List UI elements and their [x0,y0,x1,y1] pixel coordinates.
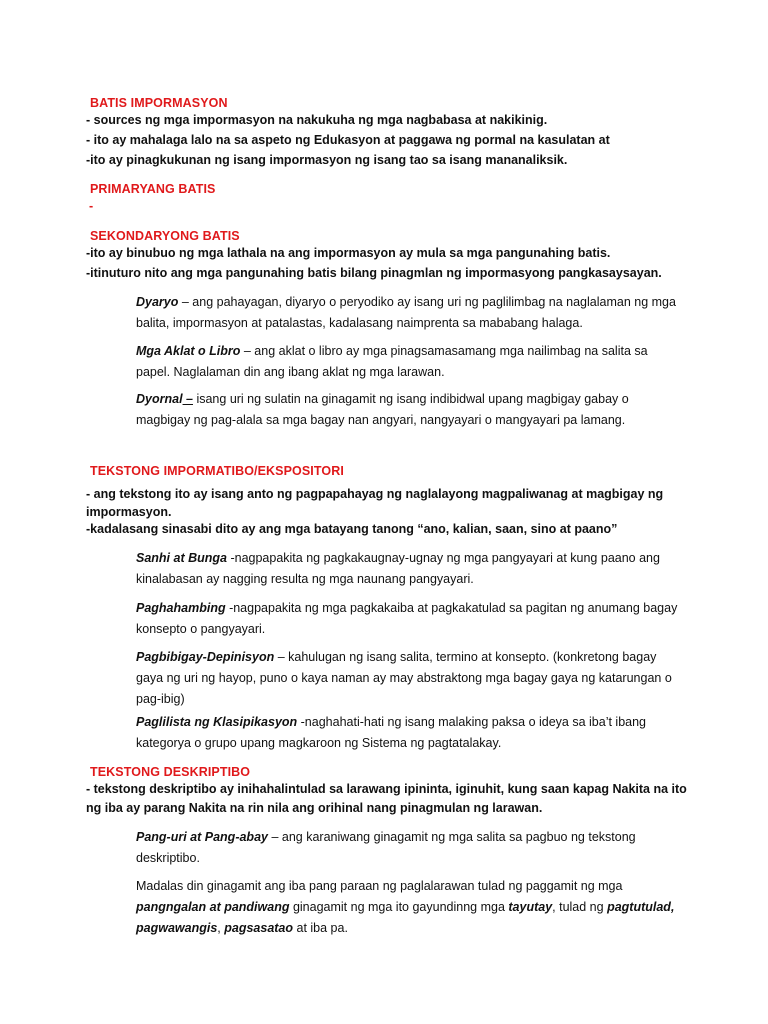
aklat-text-2: papel. Naglalaman din ang ibang aklat ng mga larawan. [136,365,445,379]
primarya-dash: - [89,199,94,213]
batis-line-2: - ito ay mahalaga lalo na sa aspeto ng Edukasyon at paggawa ng pormal na kasulatan at [86,133,610,147]
depinisyon-paragraph [136,647,676,710]
dyaryo-text-2: balita, impormasyon at patalastas, kadalasang naimprenta sa mababang halaga. [136,316,583,330]
klasipikasyon-paragraph [136,712,676,754]
term-pangngalan-at-pandiwang: pangngalan at pandiwang [136,900,290,914]
panguri-text-2: deskriptibo. [136,851,200,865]
dyaryo-paragraph [136,292,676,334]
term-aklat: Mga Aklat o Libro [136,344,241,358]
paghahambing-text-1: -nagpapakita ng mga pagkakaiba at pagkakatulad sa pagitan ng anumang bagay [225,601,678,615]
impormatibo-line-3: -kadalasang sinasabi dito ay ang mga batayang tanong “ano, kalian, saan, sino at paano” [86,522,618,536]
deskriptibo-line-1: - tekstong deskriptibo ay inihahalintulad sa larawang ipininta, iginuhit, kung saan kapag Nakita na ito [86,782,687,796]
deskriptibo-line-2: ng iba ay parang Nakita na rin nila ang orihinal nang pinagmulan ng larawan. [86,801,543,815]
dyaryo-text-1: – ang pahayagan, diyaryo o peryodiko ay isang uri ng paglilimbag na naglalaman ng mga [178,295,676,309]
heading-tekstong-impormatibo: TEKSTONG IMPORMATIBO/EKSPOSITORI [90,464,344,478]
term-sanhi-at-bunga: Sanhi at Bunga [136,551,227,565]
paghahambing-text-2: konsepto o pangyayari. [136,622,266,636]
klasipikasyon-text-2: kategorya o grupo upang magkaroon ng Sistema ng pagtatalakay. [136,736,502,750]
aklat-paragraph [136,341,676,383]
heading-sekondaryong-batis: SEKONDARYONG BATIS [90,229,240,243]
term-tayutay: tayutay [508,900,553,914]
dyornal-paragraph [136,389,676,431]
depinisyon-text-2: gaya ng uri ng hayop, puno o kaya naman ay may abstraktong mga bagay gaya ng katarungan o [136,671,672,685]
madalas-paragraph [136,876,676,939]
term-pagwawangis: pagwawangis [136,921,218,935]
term-pagtutulad: pagtutulad, [607,900,675,914]
batis-line-1: - sources ng mga impormasyon na nakukuha ng mga nagbabasa at nakikinig. [86,113,548,127]
term-paghahambing: Paghahambing [136,601,226,615]
dyornal-dash: – [182,392,193,406]
panguri-paragraph [136,827,676,869]
madalas-text-3a: , [217,921,225,935]
sanhi-text-1: -nagpapakita ng pagkakaugnay-ugnay ng mga pangyayari at kung paano ang [226,551,660,565]
term-pagbibigay-depinisyon: Pagbibigay-Depinisyon [136,650,275,664]
panguri-text-1: – ang karaniwang ginagamit ng mga salita sa pagbuo ng tekstong [267,830,636,844]
sanhi-text-2: kinalabasan ay nagging resulta ng mga naunang pangyayari. [136,572,474,586]
madalas-text-1: Madalas din ginagamit ang iba pang paraan ng paglalarawan tulad ng paggamit ng mga [136,879,623,893]
madalas-text-2b: , tulad ng [552,900,608,914]
term-dyornal: Dyornal [136,392,183,406]
klasipikasyon-text-1: -naghahati-hati ng isang malaking paksa o ideya sa iba’t ibang [297,715,647,729]
depinisyon-text-1: – kahulugan ng isang salita, termino at konsepto. (konkretong bagay [274,650,657,664]
heading-tekstong-deskriptibo: TEKSTONG DESKRIPTIBO [90,765,251,779]
depinisyon-text-3: pag-ibig) [136,692,185,706]
sanhi-paragraph [136,548,676,590]
heading-primaryang-batis: PRIMARYANG BATIS [90,182,216,196]
dyornal-text-2: magbigay ng pag-alala sa mga bagay nan angyari, nangyayari o mangyayari pa lamang. [136,413,626,427]
impormatibo-line-2: impormasyon. [86,505,172,519]
term-pang-uri-at-pang-abay: Pang-uri at Pang-abay [136,830,268,844]
sekondarya-line-2: -itinuturo nito ang mga pangunahing batis bilang pinagmlan ng impormasyong pangkasaysayan. [86,266,662,280]
dyornal-text-1: isang uri ng sulatin na ginagamit ng isang indibidwal upang magbigay gabay o [192,392,629,406]
aklat-text-1: – ang aklat o libro ay mga pinagsamasamang mga nailimbag na salita sa [240,344,648,358]
madalas-text-3b: at iba pa. [293,921,348,935]
impormatibo-line-1: - ang tekstong ito ay isang anto ng pagpapahayag ng naglalayong magpaliwanag at magbigay ng [86,487,664,501]
paghahambing-paragraph [136,598,676,640]
term-dyaryo: Dyaryo [136,295,179,309]
madalas-text-2a: ginagamit ng mga ito gayundinng mga [289,900,509,914]
term-paglilista-ng-klasipikasyon: Paglilista ng Klasipikasyon [136,715,298,729]
batis-line-3: -ito ay pinagkukunan ng isang impormasyon ng isang tao sa isang mananaliksik. [86,153,568,167]
heading-batis-impormasyon: BATIS IMPORMASYON [90,96,228,110]
sekondarya-line-1: -ito ay binubuo ng mga lathala na ang impormasyon ay mula sa mga pangunahing batis. [86,246,611,260]
term-pagsasatao: pagsasatao [224,921,294,935]
